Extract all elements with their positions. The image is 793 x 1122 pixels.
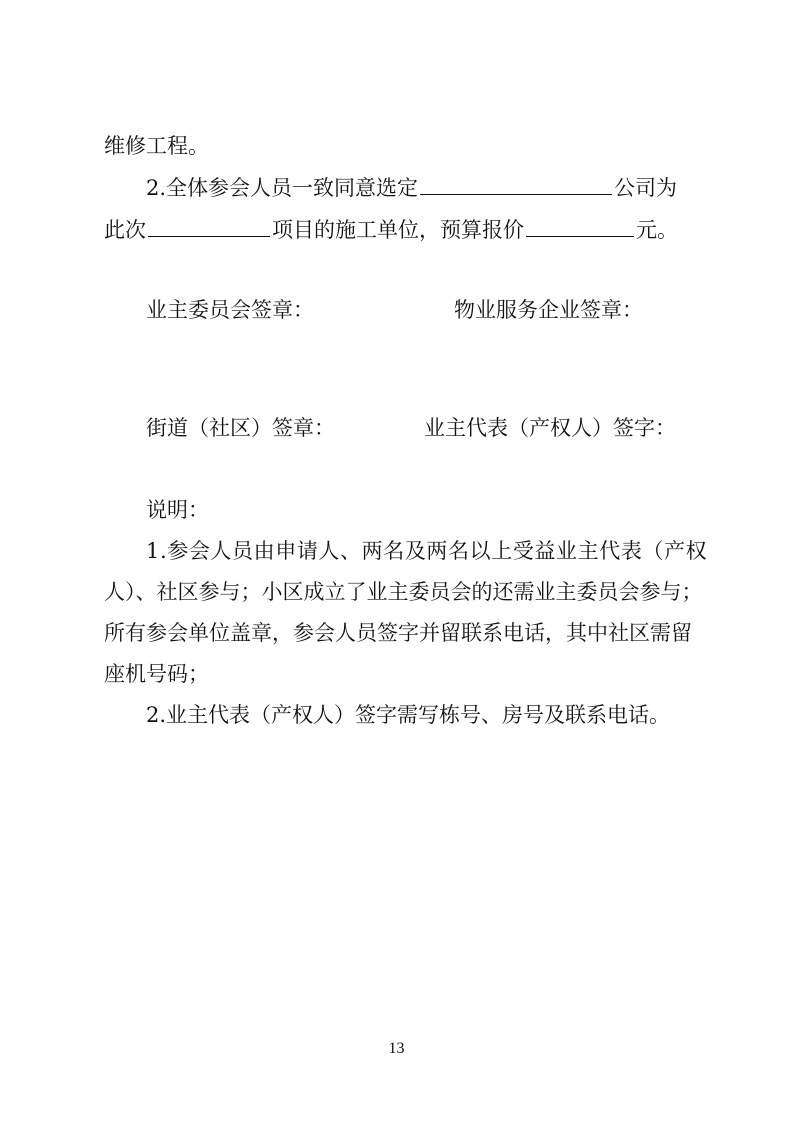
paragraph-continuation: 维修工程。 <box>104 134 209 158</box>
note-1-line-2: 人）、社区参与；小区成立了业主委员会的还需业主委员会参与； <box>104 580 703 604</box>
paragraph-2-line2-end: 元。 <box>636 218 678 242</box>
project-blank[interactable] <box>148 214 270 237</box>
owners-committee-seal-label: 业主委员会签章： <box>146 298 314 322</box>
paragraph-2-text: 2.全体参会人员一致同意选定 <box>146 176 419 200</box>
note-1-line-1: 1.参会人员由申请人、两名及两名以上受益业主代表（产权 <box>146 539 708 563</box>
notes-heading: 说明： <box>146 498 209 522</box>
company-blank[interactable] <box>420 172 612 195</box>
note-1-line-3: 所有参会单位盖章，参会人员签字并留联系电话，其中社区需留 <box>104 621 692 645</box>
owner-representative-signature-label: 业主代表（产权人）签字： <box>424 416 676 440</box>
note-1-line-4: 座机号码； <box>104 662 209 686</box>
paragraph-2-suffix: 公司为 <box>614 176 678 200</box>
paragraph-2-line2-start: 此次 <box>104 218 146 242</box>
paragraph-2-line-2 <box>104 214 694 246</box>
page-number: 13 <box>388 1040 405 1057</box>
note-2: 2.业主代表（产权人）签字需写栋号、房号及联系电话。 <box>146 703 671 727</box>
paragraph-2-line2-mid: 项目的施工单位，预算报价 <box>272 218 524 242</box>
street-community-seal-label: 街道（社区）签章： <box>146 416 335 440</box>
budget-blank[interactable] <box>526 214 634 237</box>
paragraph-2-line-1 <box>146 172 694 204</box>
property-service-seal-label: 物业服务企业签章： <box>454 298 643 322</box>
